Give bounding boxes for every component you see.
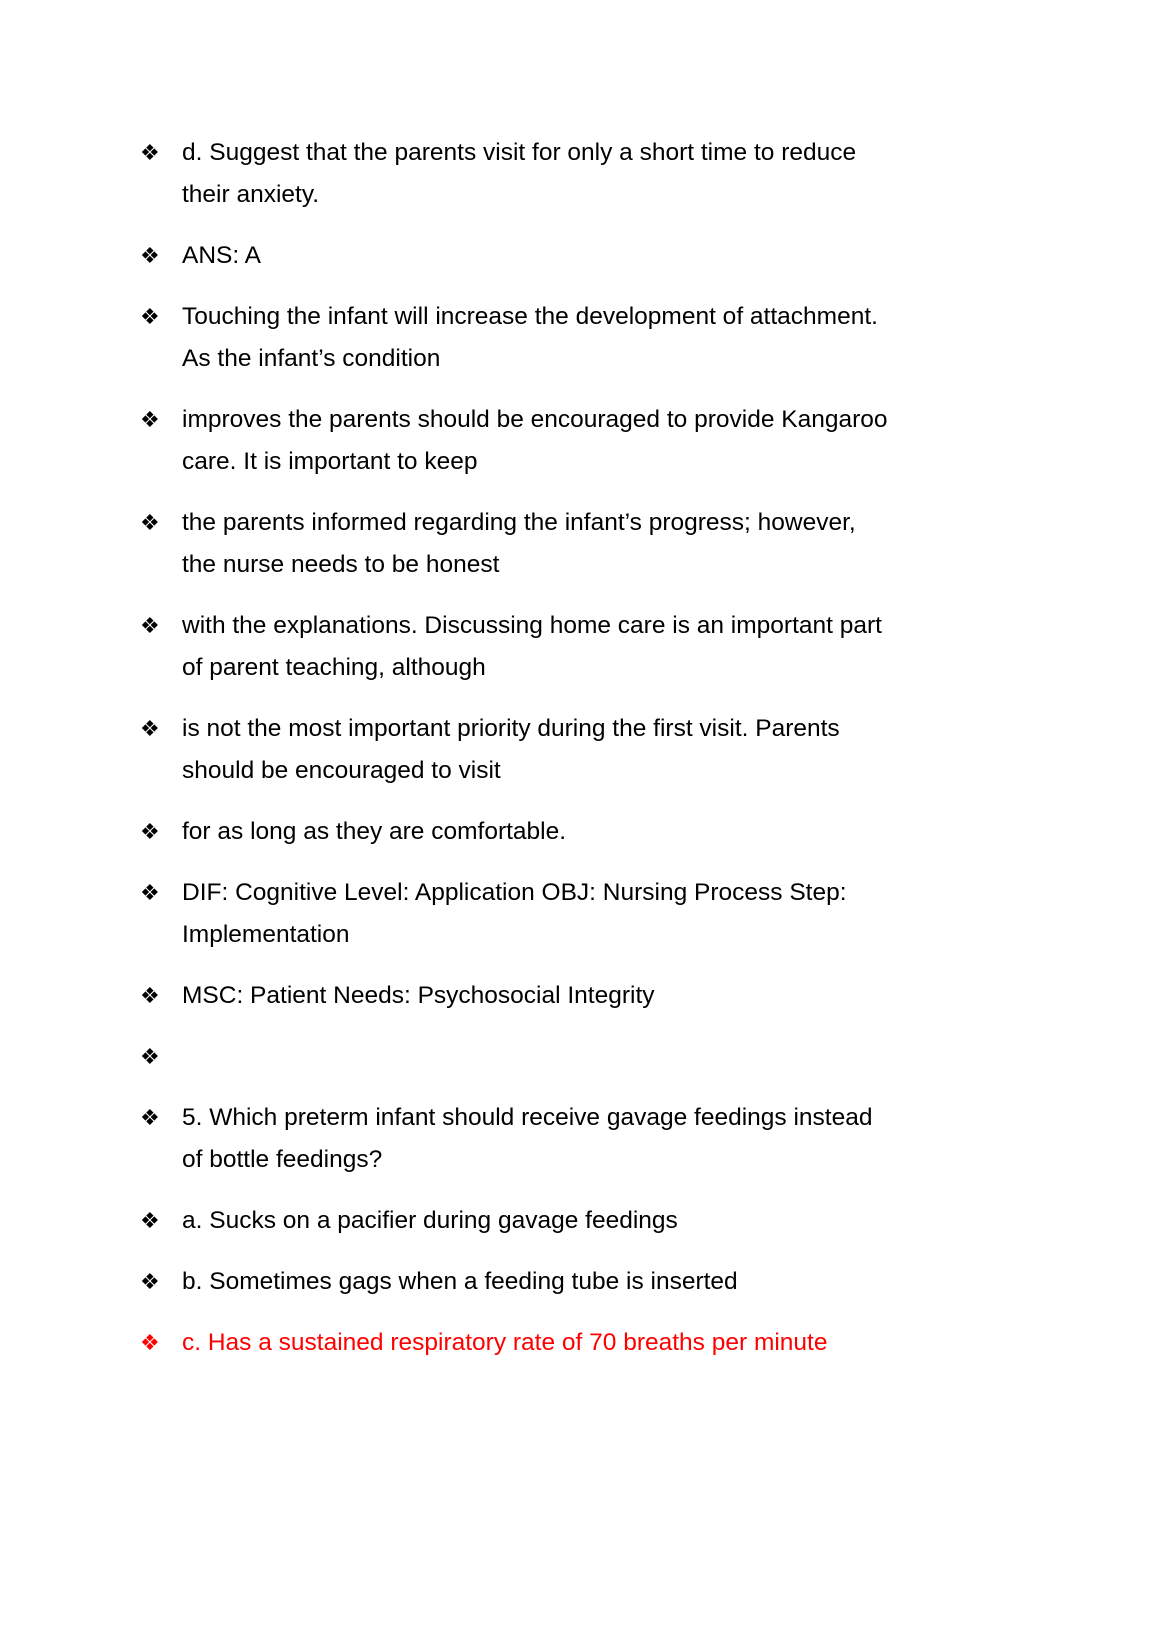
item-text-line: of bottle feedings? [182, 1146, 383, 1173]
diamond-bullet-icon: ❖ [140, 407, 160, 432]
item-text-line: their anxiety. [182, 181, 320, 208]
item-text-line: should be encouraged to visit [182, 757, 501, 784]
bullet-item [140, 605, 1040, 689]
diamond-bullet-icon: ❖ [140, 880, 160, 905]
item-text-line: b. Sometimes gags when a feeding tube is inserted [182, 1268, 738, 1295]
bullet-item [140, 1261, 1040, 1303]
bullet-item [140, 132, 1040, 216]
diamond-bullet-icon: ❖ [140, 716, 160, 741]
diamond-bullet-icon: ❖ [140, 1269, 160, 1294]
item-text-line: As the infant’s condition [182, 345, 441, 372]
item-text-line: Implementation [182, 921, 350, 948]
diamond-bullet-icon: ❖ [140, 983, 160, 1008]
diamond-bullet-icon: ❖ [140, 1105, 160, 1130]
item-text-line: a. Sucks on a pacifier during gavage feedings [182, 1207, 678, 1234]
highlighted-answer-item [140, 1322, 1040, 1364]
bullet-item [140, 1036, 1040, 1078]
diamond-bullet-icon: ❖ [140, 819, 160, 844]
item-text-line: improves the parents should be encouraged to provide Kangaroo [182, 406, 888, 433]
bullet-item [140, 1097, 1040, 1181]
bullet-item [140, 399, 1040, 483]
diamond-bullet-icon: ❖ [140, 1208, 160, 1233]
bullet-item [140, 502, 1040, 586]
item-text-line: of parent teaching, although [182, 654, 486, 681]
bullet-item [140, 235, 1040, 277]
diamond-bullet-icon: ❖ [140, 613, 160, 638]
bullet-item [140, 975, 1040, 1017]
bullet-item [140, 872, 1040, 956]
item-text-line: care. It is important to keep [182, 448, 478, 475]
item-text-line: Touching the infant will increase the development of attachment. [182, 303, 878, 330]
diamond-bullet-icon: ❖ [140, 243, 160, 268]
document-body [140, 132, 1040, 1383]
item-text-line: 5. Which preterm infant should receive gavage feedings instead [182, 1104, 873, 1131]
item-text-line: d. Suggest that the parents visit for only a short time to reduce [182, 139, 857, 166]
item-text-line: c. Has a sustained respiratory rate of 70 breaths per minute [182, 1329, 828, 1356]
item-text-line [182, 1036, 1040, 1078]
item-text-line: is not the most important priority during the first visit. Parents [182, 715, 840, 742]
item-text-line: ANS: A [182, 242, 261, 269]
bullet-item [140, 811, 1040, 853]
item-text-line: MSC: Patient Needs: Psychosocial Integrity [182, 982, 655, 1009]
diamond-bullet-icon: ❖ [140, 510, 160, 535]
diamond-bullet-icon: ❖ [140, 1044, 160, 1069]
item-text-line: with the explanations. Discussing home care is an important part [182, 612, 882, 639]
item-text-line: the nurse needs to be honest [182, 551, 500, 578]
item-text-line: for as long as they are comfortable. [182, 818, 567, 845]
item-text-line: DIF: Cognitive Level: Application OBJ: Nursing Process Step: [182, 879, 847, 906]
diamond-bullet-icon: ❖ [140, 140, 160, 165]
diamond-bullet-icon: ❖ [140, 1330, 160, 1355]
diamond-bullet-icon: ❖ [140, 304, 160, 329]
bullet-item [140, 296, 1040, 380]
item-text-line: the parents informed regarding the infant’s progress; however, [182, 509, 856, 536]
bullet-item [140, 1200, 1040, 1242]
bullet-item [140, 708, 1040, 792]
